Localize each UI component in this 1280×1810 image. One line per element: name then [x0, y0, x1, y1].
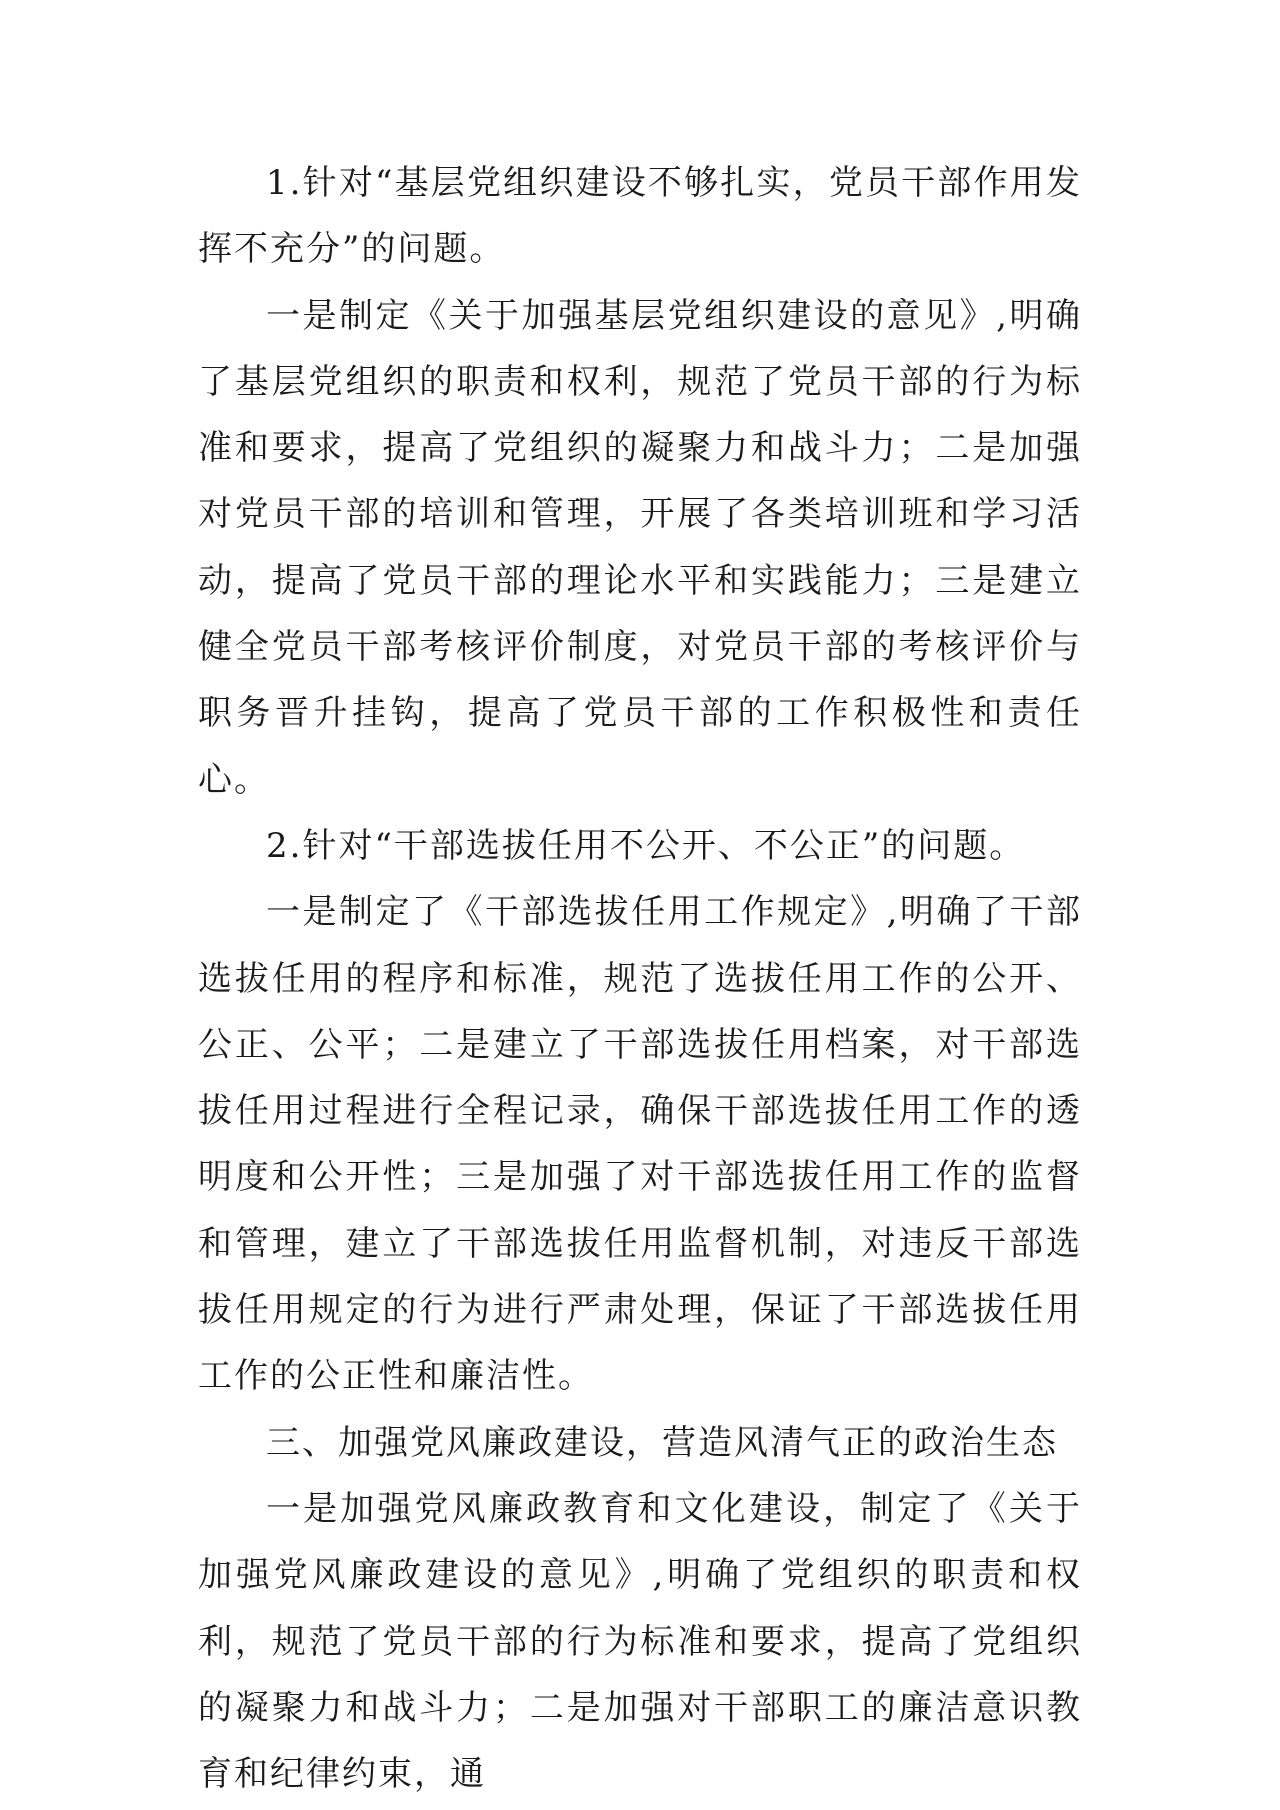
paragraph-6: 一是加强党风廉政教育和文化建设，制定了《关于加强党风廉政建设的意见》,明确了党组织的职责和权利，规范了党员干部的行为标准和要求，提高了党组织的凝聚力和战斗力；二是加强对干部职工的廉洁意识教育和纪律约束，通: [198, 1488, 1082, 1795]
document-body: [198, 150, 1082, 1807]
paragraph-3-heading: 2.针对“干部选拔任用不公开、不公正”的问题。: [266, 825, 1026, 866]
section-heading: 三、加强党风廉政建设，营造风清气正的政治生态: [266, 1422, 1058, 1463]
paragraph-2: 一是制定《关于加强基层党组织建设的意见》,明确了基层党组织的职责和权利，规范了党员干部的行为标准和要求，提高了党组织的凝聚力和战斗力；二是加强对党员干部的培训和管理，开展了各类培训班和学习活动，提高了党员干部的理论水平和实践能力；三是建立健全党员干部考核评价制度，对党员干部的考核评价与职务晋升挂钩，提高了党员干部的工作积极性和责任心。: [198, 295, 1082, 800]
paragraph-1-heading: 1.针对“基层党组织建设不够扎实，党员干部作用发挥不充分”的问题。: [198, 163, 1082, 270]
paragraph-4: 一是制定了《干部选拔任用工作规定》,明确了干部选拔任用的程序和标准，规范了选拔任用工作的公开、公正、公平；二是建立了干部选拔任用档案，对干部选拔任用过程进行全程记录，确保干部选拔任用工作的透明度和公开性；三是加强了对干部选拔任用工作的监督和管理，建立了干部选拔任用监督机制，对违反干部选拔任用规定的行为进行严肃处理，保证了干部选拔任用工作的公正性和廉洁性。: [198, 892, 1082, 1397]
